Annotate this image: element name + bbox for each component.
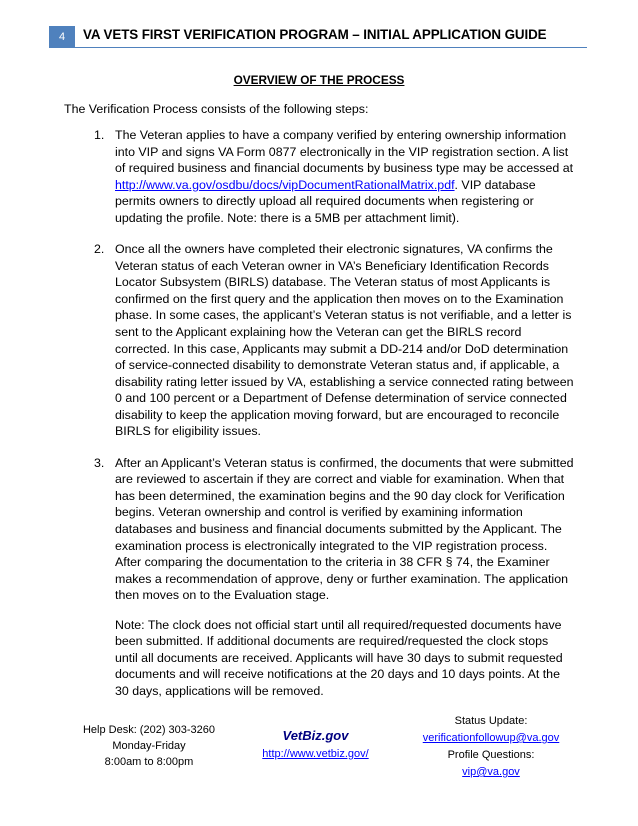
help-desk-info	[82, 722, 216, 770]
help-desk-days: Monday-Friday	[112, 740, 186, 752]
section-title: OVERVIEW OF THE PROCESS	[233, 73, 405, 87]
status-update-label: Status Update:	[454, 715, 528, 727]
steps-list	[94, 127, 574, 715]
step-number: 3.	[94, 455, 105, 470]
profile-email-link[interactable]: vip@va.gov	[462, 766, 520, 778]
profile-questions-label: Profile Questions:	[447, 749, 535, 761]
step-text	[115, 127, 574, 226]
help-desk-phone: Help Desk: (202) 303-3260	[82, 724, 216, 736]
contact-info	[418, 713, 564, 781]
vetbiz-brand: VetBiz.gov	[282, 728, 349, 743]
step-text: After an Applicant’s Veteran status is confirmed, the documents that were submitted are reviewed to ascertain if they are correct and viable for examination. When that has been determined, the examination begins and the 90 day clock for Verification begins. Veteran ownership and control is verified by examining information databases and business and financial documents submitted by the Applicant. The examination process is electronically integrated to the VIP registration process. After comparing the documentation to the criteria in 38 CFR § 74, the Examiner makes a recommendation of approve, deny or further examination. The application then moves on to the Evaluation stage.	[115, 455, 574, 603]
document-header-title: VA VETS FIRST VERIFICATION PROGRAM – INITIAL APPLICATION GUIDE	[83, 27, 547, 42]
header-divider	[75, 47, 587, 48]
page-number-badge: 4	[49, 26, 75, 48]
step-text: Once all the owners have completed their electronic signatures, VA confirms the Veteran status of each Veteran owner in VA’s Beneficiary Identification Records Locator Subsystem (BIRLS) database. The Veteran status of most Applicants is confirmed on the first query and the application then moves on to the Examination phase. In some cases, the applicant’s Veteran status is not verifiable, and a letter is sent to the Applicant explaining how the Veteran can get the BIRLS record corrected. In this case, Applicants may submit a DD-214 and/or DoD determination of service-connected disability to demonstrate Veteran status and, if applicable, a disability rating letter issued by VA, establishing a service connected rating between 0 and 100 percent or a Department of Defense determination of service connected disability to keep the application moving forward, but are encouraged to reconcile BIRLS for eligibility issues.	[115, 242, 574, 439]
step-text-before: The Veteran applies to have a company verified by entering ownership information into VIP and signs VA Form 0877 electronically in the VIP registration section. A list of required business and financial documents by business type may be accessed at	[115, 128, 574, 176]
intro-text: The Verification Process consists of the following steps:	[64, 102, 369, 116]
step-number: 2.	[94, 242, 105, 257]
vetbiz-link[interactable]: http://www.vetbiz.gov/	[262, 748, 369, 760]
step-note: Note: The clock does not official start until all required/requested documents have been submitted. If additional documents are required/requested the clock stops until all documents are received. Applicants will have 30 days to submit requested documents and will receive notifications at the 20 days and 10 days points. At the 30 days, applications will be removed.	[115, 617, 563, 698]
step-item	[94, 455, 574, 700]
document-matrix-link[interactable]: http://www.va.gov/osdbu/docs/vipDocumentRationalMatrix.pdf	[115, 177, 455, 192]
step-item	[94, 241, 574, 440]
status-email-link[interactable]: verificationfollowup@va.gov	[422, 732, 560, 744]
step-item	[94, 127, 574, 226]
step-text-after: . VIP database permits owners to directly upload all required documents when registering or updating the profile. Note: there is a 5MB per attachment limit).	[115, 177, 536, 225]
step-number: 1.	[94, 128, 105, 142]
vetbiz-info	[248, 727, 383, 763]
help-desk-hours: 8:00am to 8:00pm	[104, 756, 194, 768]
